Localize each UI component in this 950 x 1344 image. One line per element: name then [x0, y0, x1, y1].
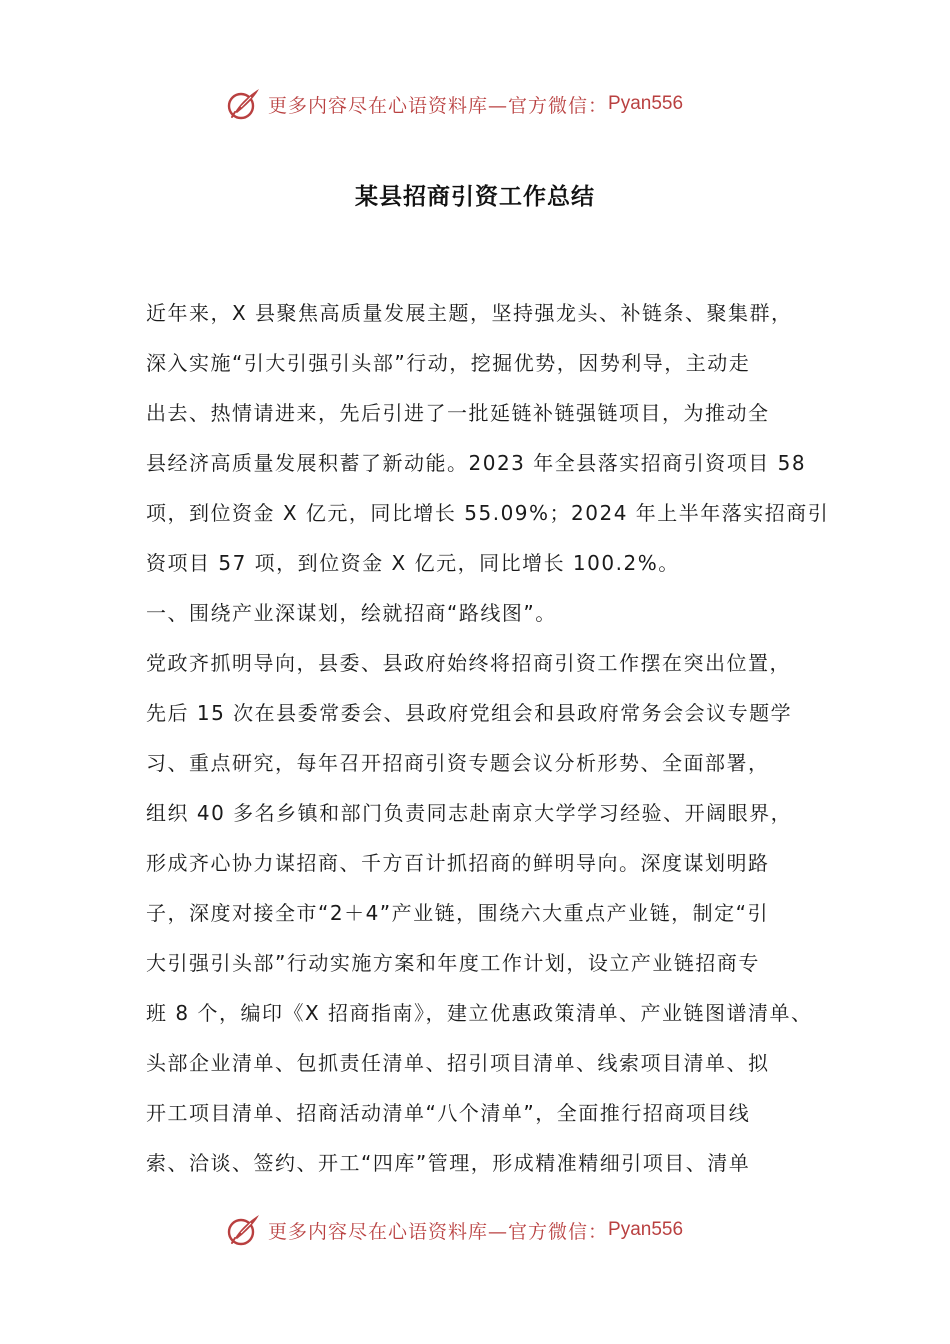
watermark-text: 更多内容尽在心语资料库—官方微信：: [268, 94, 609, 117]
body-line: 资项目 57 项，到位资金 X 亿元，同比增长 100.2%。: [146, 551, 680, 575]
watermark-footer: [226, 1210, 683, 1250]
body-line: 班 8 个，编印《X 招商指南》，建立优惠政策清单、产业链图谱清单、: [146, 1001, 813, 1025]
body-line: 党政齐抓明导向，县委、县政府始终将招商引资工作摆在突出位置，: [146, 651, 791, 675]
watermark-text: 更多内容尽在心语资料库—官方微信：: [268, 1220, 609, 1243]
body-line: 组织 40 多名乡镇和部门负责同志赴南京大学学习经验、开阔眼界，: [146, 801, 793, 825]
body-line: 开工项目清单、招商活动清单“八个清单”，全面推行招商项目线: [146, 1101, 751, 1125]
body-line: 子，深度对接全市“2＋4”产业链，围绕六大重点产业链，制定“引: [146, 901, 770, 925]
document-body: [146, 288, 830, 1188]
body-line: 头部企业清单、包抓责任清单、招引项目清单、线索项目清单、拟: [146, 1051, 770, 1075]
watermark-wechat-id: Pyan556: [608, 1219, 684, 1240]
section-heading: 一、围绕产业深谋划，绘就招商“路线图”。: [146, 601, 557, 625]
body-line: 近年来，X 县聚焦高质量发展主题，坚持强龙头、补链条、聚集群，: [146, 301, 793, 325]
watermark-header: [226, 84, 683, 124]
body-line: 形成齐心协力谋招商、千方百计抓招商的鲜明导向。深度谋划明路: [146, 851, 770, 875]
document-title: 某县招商引资工作总结: [355, 183, 595, 210]
body-line: 县经济高质量发展积蓄了新动能。2023 年全县落实招商引资项目 58: [146, 451, 807, 475]
quill-logo-icon: [226, 86, 262, 122]
body-line: 先后 15 次在县委常委会、县政府党组会和县政府常务会会议专题学: [146, 701, 793, 725]
body-line: 出去、热情请进来，先后引进了一批延链补链强链项目，为推动全: [146, 401, 770, 425]
body-line: 习、重点研究，每年召开招商引资专题会议分析形势、全面部署，: [146, 751, 770, 775]
body-line: 项，到位资金 X 亿元，同比增长 55.09%；2024 年上半年落实招商引: [146, 501, 830, 525]
body-line: 深入实施“引大引强引头部”行动，挖掘优势，因势利导，主动走: [146, 351, 751, 375]
watermark-wechat-id: Pyan556: [608, 93, 684, 114]
quill-logo-icon: [226, 1212, 262, 1248]
body-line: 大引强引头部”行动实施方案和年度工作计划，设立产业链招商专: [146, 951, 760, 975]
body-line: 索、洽谈、签约、开工“四库”管理，形成精准精细引项目、清单: [146, 1151, 751, 1175]
